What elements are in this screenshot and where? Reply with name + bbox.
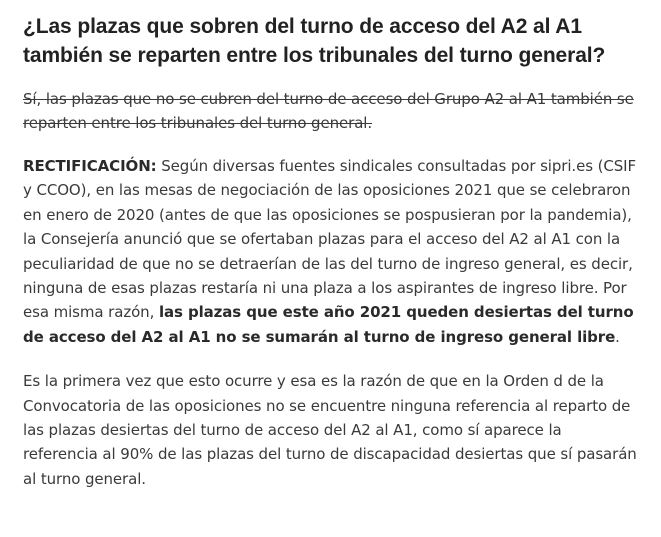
- rectification-highlight: las plazas que este año 2021 queden desiertas del turno de acceso del A2 al A1 no se sumarán al turno de ingreso general libre: [23, 303, 634, 346]
- rectification-end: .: [615, 327, 620, 346]
- closing-paragraph: Es la primera vez que esto ocurre y esa es la razón de que en la Orden d de la Convocatoria de las oposiciones no se encuentre ninguna referencia al reparto de las plazas desiertas del turno de acceso del A2 al A1, como sí aparece la referencia al 90% de las plazas del turno de discapacidad desiertas que sí pasarán al turno general.: [23, 372, 637, 488]
- rectification-label: RECTIFICACIÓN:: [23, 157, 157, 175]
- rectification-text: Según diversas fuentes sindicales consultadas por sipri.es (CSIF y CCOO), en las mesas de negociación de las oposiciones 2021 que se celebraron en enero de 2020 (antes de que las oposiciones se pospusieran por la pandemia), la Consejería anunció que se ofertaban plazas para el acceso del A2 al A1 con la peculiaridad de que no se detraerían de las del turno de ingreso general, es decir, ninguna de esas plazas restaría ni una plaza a los aspirantes de ingreso libre. Por esa misma razón,: [23, 157, 636, 322]
- struck-through-answer: Sí, las plazas que no se cubren del turno de acceso del Grupo A2 al A1 también se reparten entre los tribunales del turno general.: [23, 90, 634, 132]
- article-body: [23, 12, 641, 491]
- question-heading: ¿Las plazas que sobren del turno de acceso del A2 al A1 también se reparten entre los tribunales del turno general?: [23, 15, 606, 67]
- rectification-paragraph: [23, 154, 641, 349]
